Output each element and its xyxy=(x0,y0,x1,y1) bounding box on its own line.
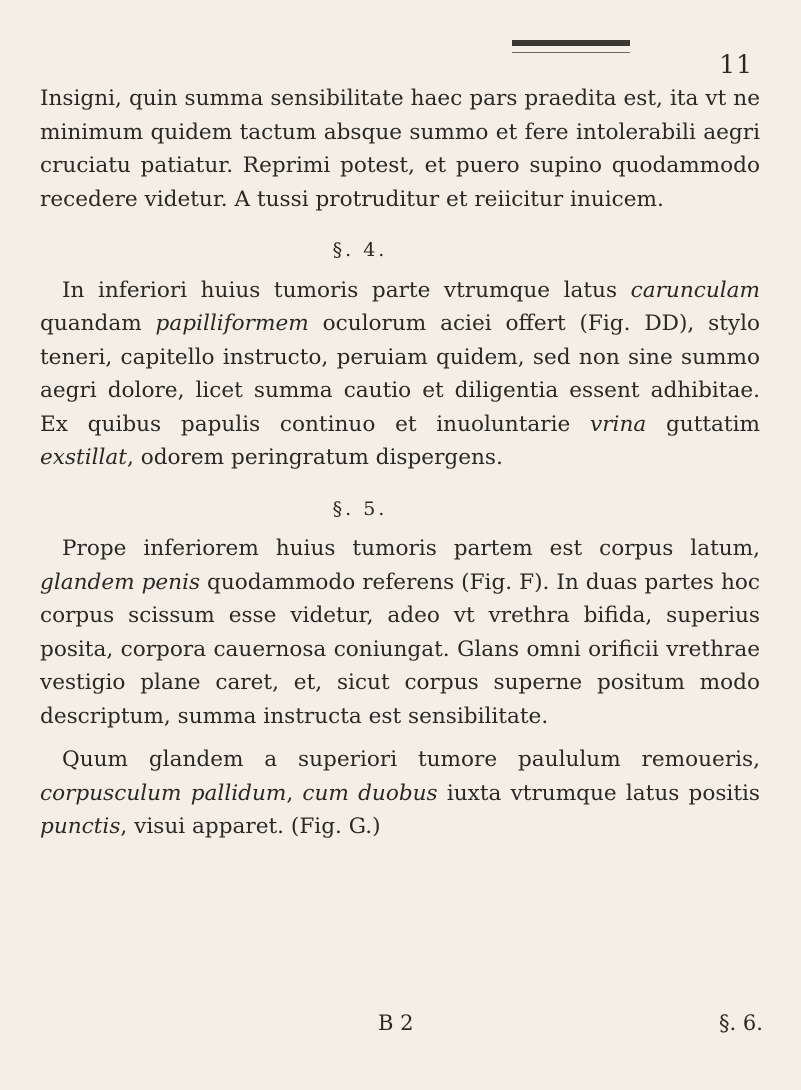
signature-mark: B 2 xyxy=(378,1011,414,1035)
paragraph-3: Prope inferiorem huius tumoris partem est corpus latum, glandem penis quodammodo referens (Fig. F). In duas partes hoc corpus scissum esse videtur, adeo vt vrethra bifida, superius posita, corpora cauernosa coniungat. Glans omni orificii vrethrae vestigio plane caret, et, sicut corpus superne positum modo descriptum, summa instructa est sensibilitate. xyxy=(40,536,760,729)
header-ornament-line xyxy=(512,52,630,53)
section-heading-4: §. 4. xyxy=(332,239,388,261)
catchword: §. 6. xyxy=(719,1011,763,1035)
paragraph-1: Insigni, quin summa sensibilitate haec pars praedita est, ita vt ne minimum quidem tactum absque summo et fere intolerabili aegri cruciatu patiatur. Reprimi potest, et puero supino quodammodo recedere videtur. A tussi protruditur et reiicitur inuicem. xyxy=(40,86,760,212)
paragraph-2: In inferiori huius tumoris parte vtrumque latus carunculam quandam papilliformem oculorum aciei offert (Fig. DD), stylo teneri, capitello instructo, peruiam quidem, sed non sine summo aegri dolore, licet summa cautio et diligentia essent adhibitae. Ex quibus papulis continuo et inuoluntarie vrina guttatim exstillat, odorem peringratum dispergens. xyxy=(40,277,760,470)
header-ornament-rule xyxy=(512,40,630,46)
section-heading-5: §. 5. xyxy=(332,497,388,520)
page-number: 11 xyxy=(719,50,753,79)
page-body xyxy=(40,82,760,844)
paragraph-4: Quum glandem a superiori tumore paululum remoueris, corpusculum pallidum, cum duobus iuxta vtrumque latus positis punctis, visui apparet. (Fig. G.) xyxy=(40,747,760,839)
